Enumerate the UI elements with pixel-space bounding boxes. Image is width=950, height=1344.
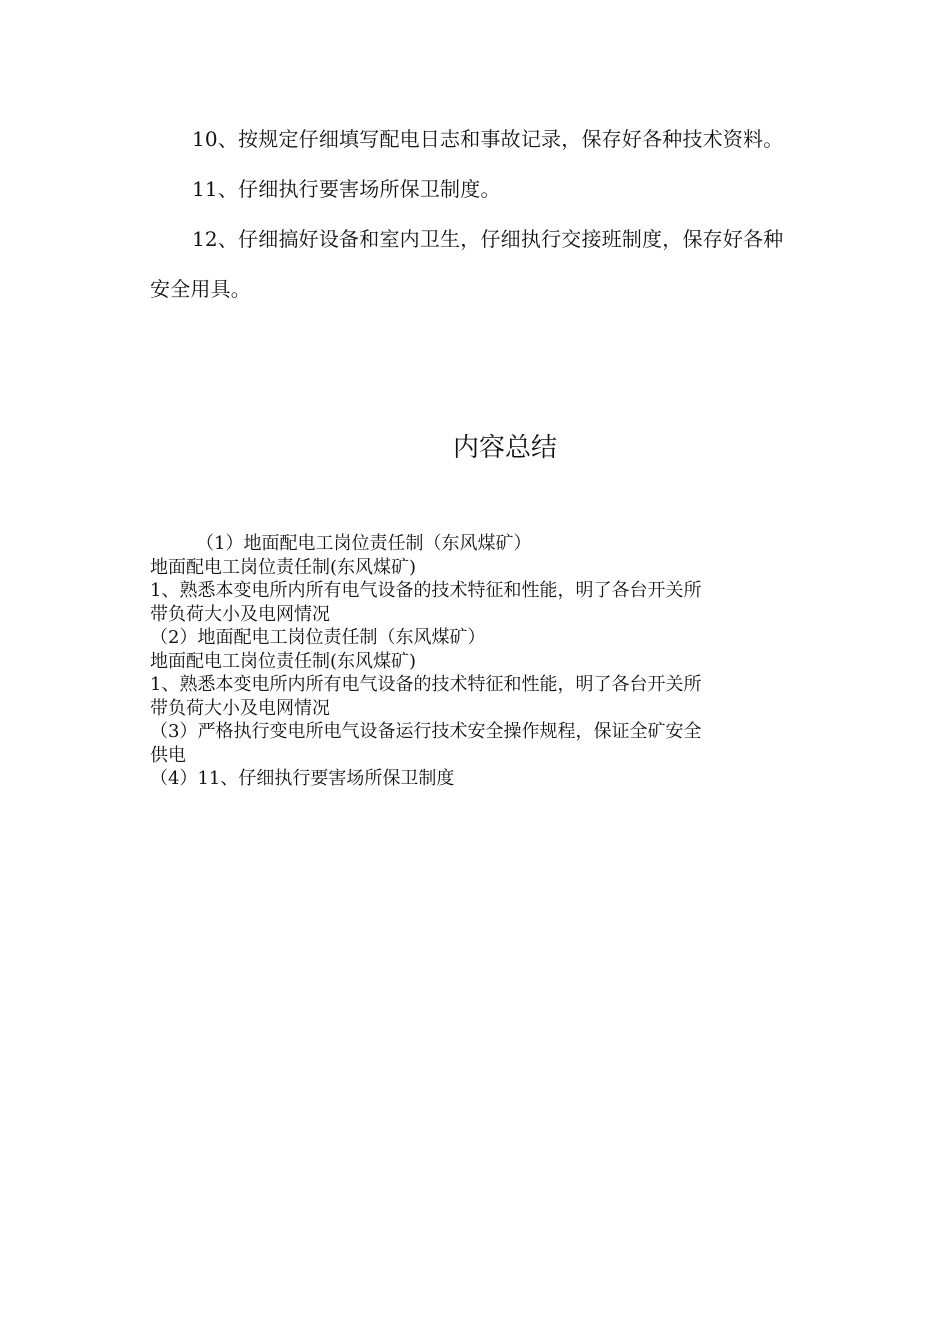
summary-line: （3）严格执行变电所电气设备运行技术安全操作规程，保证全矿安全 xyxy=(150,721,702,742)
body-section xyxy=(150,114,800,314)
paragraph-12: 12、仔细搞好设备和室内卫生，仔细执行交接班制度，保存好各种安全用具。 xyxy=(150,227,784,301)
summary-line: 带负荷大小及电网情况 xyxy=(150,697,330,719)
summary-section xyxy=(150,532,790,791)
summary-line: 供电 xyxy=(150,744,186,766)
summary-line: 带负荷大小及电网情况 xyxy=(150,603,330,625)
summary-title: 内容总结 xyxy=(452,433,557,463)
summary-line: 地面配电工岗位责任制(东风煤矿) xyxy=(150,650,417,672)
summary-line: （4）11、仔细执行要害场所保卫制度 xyxy=(150,768,455,789)
summary-line: （2）地面配电工岗位责任制（东风煤矿） xyxy=(150,627,486,648)
paragraph-11: 11、仔细执行要害场所保卫制度。 xyxy=(192,177,501,201)
summary-line: （1）地面配电工岗位责任制（东风煤矿） xyxy=(196,533,532,554)
summary-line: 地面配电工岗位责任制(东风煤矿) xyxy=(150,556,417,578)
paragraph-10: 10、按规定仔细填写配电日志和事故记录，保存好各种技术资料。 xyxy=(192,127,784,151)
summary-line: 1、熟悉本变电所内所有电气设备的技术特征和性能，明了各台开关所 xyxy=(150,674,702,695)
summary-line: 1、熟悉本变电所内所有电气设备的技术特征和性能，明了各台开关所 xyxy=(150,580,702,601)
